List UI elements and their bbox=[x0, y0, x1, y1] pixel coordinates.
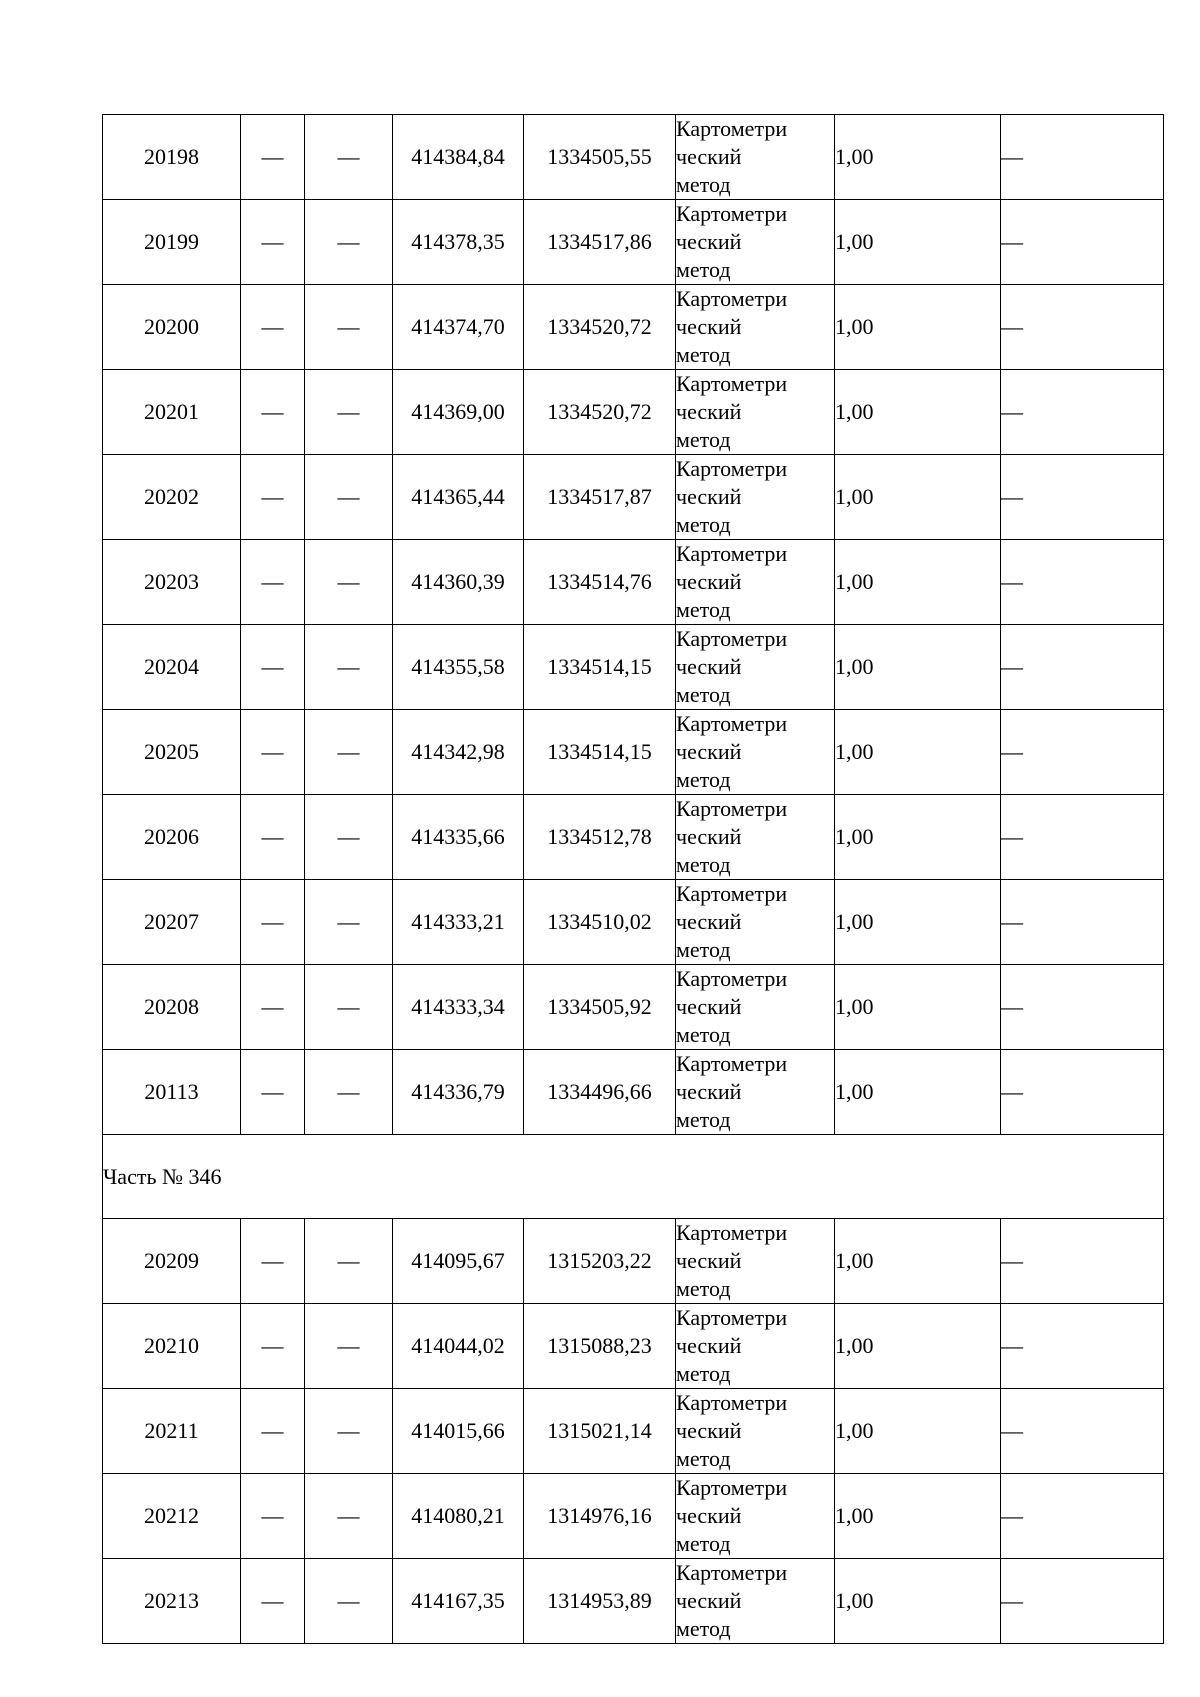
table-row bbox=[103, 1474, 1164, 1559]
point-number-cell: 20200 bbox=[103, 285, 241, 370]
method-line: ческий bbox=[676, 1588, 742, 1613]
dash-cell: — bbox=[305, 285, 393, 370]
dash-cell: — bbox=[305, 1219, 393, 1304]
dash-cell: — bbox=[241, 1559, 305, 1644]
method-line: метод bbox=[676, 1361, 731, 1386]
method-line: метод bbox=[676, 1107, 731, 1132]
accuracy-cell: 1,00 bbox=[835, 795, 1001, 880]
y-coordinate-cell: 1334510,02 bbox=[524, 880, 676, 965]
dash-cell: — bbox=[1001, 710, 1164, 795]
point-number-cell: 20207 bbox=[103, 880, 241, 965]
dash-cell: — bbox=[241, 1474, 305, 1559]
y-coordinate-cell: 1315088,23 bbox=[524, 1304, 676, 1389]
method-line: метод bbox=[676, 1446, 731, 1471]
method-line: Картометри bbox=[676, 286, 788, 311]
y-coordinate-cell: 1315203,22 bbox=[524, 1219, 676, 1304]
dash-cell: — bbox=[1001, 1304, 1164, 1389]
x-coordinate-cell: 414378,35 bbox=[393, 200, 524, 285]
y-coordinate-cell: 1314953,89 bbox=[524, 1559, 676, 1644]
table-row bbox=[103, 880, 1164, 965]
method-cell bbox=[676, 965, 835, 1050]
accuracy-cell: 1,00 bbox=[835, 625, 1001, 710]
y-coordinate-cell: 1334517,87 bbox=[524, 455, 676, 540]
dash-cell: — bbox=[1001, 795, 1164, 880]
dash-cell: — bbox=[241, 1219, 305, 1304]
method-line: Картометри bbox=[676, 1390, 788, 1415]
dash-cell: — bbox=[241, 710, 305, 795]
accuracy-cell: 1,00 bbox=[835, 370, 1001, 455]
method-cell bbox=[676, 200, 835, 285]
point-number-cell: 20208 bbox=[103, 965, 241, 1050]
method-line: Картометри bbox=[676, 1560, 788, 1585]
dash-cell: — bbox=[305, 1304, 393, 1389]
method-line: ческий bbox=[676, 229, 742, 254]
accuracy-cell: 1,00 bbox=[835, 880, 1001, 965]
y-coordinate-cell: 1334496,66 bbox=[524, 1050, 676, 1135]
method-line: метод bbox=[676, 1276, 731, 1301]
dash-cell: — bbox=[1001, 370, 1164, 455]
table-row bbox=[103, 965, 1164, 1050]
dash-cell: — bbox=[241, 1304, 305, 1389]
part-header-row bbox=[103, 1135, 1164, 1219]
x-coordinate-cell: 414333,34 bbox=[393, 965, 524, 1050]
table-row bbox=[103, 285, 1164, 370]
method-line: метод bbox=[676, 512, 731, 537]
method-line: метод bbox=[676, 937, 731, 962]
dash-cell: — bbox=[305, 540, 393, 625]
method-line: Картометри bbox=[676, 711, 788, 736]
point-number-cell: 20213 bbox=[103, 1559, 241, 1644]
dash-cell: — bbox=[241, 625, 305, 710]
point-number-cell: 20209 bbox=[103, 1219, 241, 1304]
method-line: метод bbox=[676, 682, 731, 707]
method-line: метод bbox=[676, 342, 731, 367]
method-line: ческий bbox=[676, 1248, 742, 1273]
x-coordinate-cell: 414080,21 bbox=[393, 1474, 524, 1559]
point-number-cell: 20212 bbox=[103, 1474, 241, 1559]
dash-cell: — bbox=[305, 710, 393, 795]
method-line: ческий bbox=[676, 314, 742, 339]
dash-cell: — bbox=[241, 455, 305, 540]
accuracy-cell: 1,00 bbox=[835, 1050, 1001, 1135]
dash-cell: — bbox=[241, 540, 305, 625]
accuracy-cell: 1,00 bbox=[835, 1304, 1001, 1389]
point-number-cell: 20198 bbox=[103, 115, 241, 200]
dash-cell: — bbox=[1001, 1559, 1164, 1644]
accuracy-cell: 1,00 bbox=[835, 115, 1001, 200]
method-line: ческий bbox=[676, 994, 742, 1019]
method-line: ческий bbox=[676, 739, 742, 764]
coordinates-table bbox=[102, 114, 1164, 1644]
method-cell bbox=[676, 1050, 835, 1135]
method-cell bbox=[676, 1559, 835, 1644]
dash-cell: — bbox=[241, 200, 305, 285]
dash-cell: — bbox=[241, 880, 305, 965]
method-cell bbox=[676, 285, 835, 370]
dash-cell: — bbox=[305, 880, 393, 965]
table-row bbox=[103, 200, 1164, 285]
method-cell bbox=[676, 455, 835, 540]
point-number-cell: 20211 bbox=[103, 1389, 241, 1474]
x-coordinate-cell: 414015,66 bbox=[393, 1389, 524, 1474]
method-line: ческий bbox=[676, 1503, 742, 1528]
method-line: метод bbox=[676, 172, 731, 197]
accuracy-cell: 1,00 bbox=[835, 965, 1001, 1050]
method-cell bbox=[676, 625, 835, 710]
table-row bbox=[103, 710, 1164, 795]
point-number-cell: 20210 bbox=[103, 1304, 241, 1389]
x-coordinate-cell: 414384,84 bbox=[393, 115, 524, 200]
table-row bbox=[103, 540, 1164, 625]
table-row bbox=[103, 1219, 1164, 1304]
dash-cell: — bbox=[305, 795, 393, 880]
dash-cell: — bbox=[1001, 285, 1164, 370]
y-coordinate-cell: 1334514,15 bbox=[524, 710, 676, 795]
x-coordinate-cell: 414369,00 bbox=[393, 370, 524, 455]
x-coordinate-cell: 414044,02 bbox=[393, 1304, 524, 1389]
point-number-cell: 20204 bbox=[103, 625, 241, 710]
method-line: метод bbox=[676, 1022, 731, 1047]
method-line: метод bbox=[676, 1531, 731, 1556]
point-number-cell: 20113 bbox=[103, 1050, 241, 1135]
method-line: ческий bbox=[676, 824, 742, 849]
y-coordinate-cell: 1314976,16 bbox=[524, 1474, 676, 1559]
dash-cell: — bbox=[241, 115, 305, 200]
method-line: метод bbox=[676, 597, 731, 622]
dash-cell: — bbox=[241, 1050, 305, 1135]
x-coordinate-cell: 414335,66 bbox=[393, 795, 524, 880]
y-coordinate-cell: 1334514,15 bbox=[524, 625, 676, 710]
x-coordinate-cell: 414365,44 bbox=[393, 455, 524, 540]
y-coordinate-cell: 1334512,78 bbox=[524, 795, 676, 880]
table-row bbox=[103, 455, 1164, 540]
method-cell bbox=[676, 1219, 835, 1304]
method-line: ческий bbox=[676, 1333, 742, 1358]
dash-cell: — bbox=[305, 115, 393, 200]
method-line: ческий bbox=[676, 144, 742, 169]
accuracy-cell: 1,00 bbox=[835, 1219, 1001, 1304]
method-cell bbox=[676, 1389, 835, 1474]
y-coordinate-cell: 1315021,14 bbox=[524, 1389, 676, 1474]
method-cell bbox=[676, 795, 835, 880]
accuracy-cell: 1,00 bbox=[835, 285, 1001, 370]
method-line: ческий bbox=[676, 569, 742, 594]
dash-cell: — bbox=[241, 795, 305, 880]
table-row bbox=[103, 1050, 1164, 1135]
y-coordinate-cell: 1334505,92 bbox=[524, 965, 676, 1050]
accuracy-cell: 1,00 bbox=[835, 710, 1001, 795]
method-line: Картометри bbox=[676, 371, 788, 396]
method-line: Картометри bbox=[676, 1305, 788, 1330]
x-coordinate-cell: 414336,79 bbox=[393, 1050, 524, 1135]
table-row bbox=[103, 115, 1164, 200]
method-cell bbox=[676, 370, 835, 455]
x-coordinate-cell: 414374,70 bbox=[393, 285, 524, 370]
dash-cell: — bbox=[1001, 540, 1164, 625]
method-line: метод bbox=[676, 1616, 731, 1641]
dash-cell: — bbox=[1001, 1219, 1164, 1304]
method-line: ческий bbox=[676, 909, 742, 934]
method-line: Картометри bbox=[676, 626, 788, 651]
dash-cell: — bbox=[1001, 1389, 1164, 1474]
method-line: Картометри bbox=[676, 1475, 788, 1500]
dash-cell: — bbox=[1001, 1050, 1164, 1135]
table-row bbox=[103, 1304, 1164, 1389]
table-row bbox=[103, 795, 1164, 880]
method-cell bbox=[676, 540, 835, 625]
table-row bbox=[103, 1389, 1164, 1474]
method-line: Картометри bbox=[676, 1220, 788, 1245]
method-line: Картометри bbox=[676, 541, 788, 566]
table-body bbox=[103, 115, 1164, 1644]
x-coordinate-cell: 414355,58 bbox=[393, 625, 524, 710]
part-label: Часть № 346 bbox=[103, 1135, 1164, 1219]
dash-cell: — bbox=[241, 965, 305, 1050]
point-number-cell: 20199 bbox=[103, 200, 241, 285]
table-row bbox=[103, 370, 1164, 455]
dash-cell: — bbox=[305, 1559, 393, 1644]
dash-cell: — bbox=[1001, 625, 1164, 710]
y-coordinate-cell: 1334505,55 bbox=[524, 115, 676, 200]
dash-cell: — bbox=[305, 370, 393, 455]
point-number-cell: 20203 bbox=[103, 540, 241, 625]
x-coordinate-cell: 414095,67 bbox=[393, 1219, 524, 1304]
y-coordinate-cell: 1334520,72 bbox=[524, 370, 676, 455]
y-coordinate-cell: 1334520,72 bbox=[524, 285, 676, 370]
accuracy-cell: 1,00 bbox=[835, 1559, 1001, 1644]
accuracy-cell: 1,00 bbox=[835, 455, 1001, 540]
dash-cell: — bbox=[305, 455, 393, 540]
method-cell bbox=[676, 880, 835, 965]
dash-cell: — bbox=[305, 1474, 393, 1559]
dash-cell: — bbox=[241, 370, 305, 455]
method-line: Картометри bbox=[676, 966, 788, 991]
point-number-cell: 20205 bbox=[103, 710, 241, 795]
dash-cell: — bbox=[305, 625, 393, 710]
method-line: метод bbox=[676, 427, 731, 452]
point-number-cell: 20206 bbox=[103, 795, 241, 880]
method-line: Картометри bbox=[676, 881, 788, 906]
dash-cell: — bbox=[1001, 455, 1164, 540]
method-line: ческий bbox=[676, 484, 742, 509]
dash-cell: — bbox=[1001, 1474, 1164, 1559]
method-line: метод bbox=[676, 767, 731, 792]
method-line: Картометри bbox=[676, 456, 788, 481]
method-line: ческий bbox=[676, 654, 742, 679]
table-row bbox=[103, 1559, 1164, 1644]
dash-cell: — bbox=[305, 1389, 393, 1474]
accuracy-cell: 1,00 bbox=[835, 1474, 1001, 1559]
dash-cell: — bbox=[305, 200, 393, 285]
method-line: метод bbox=[676, 852, 731, 877]
dash-cell: — bbox=[241, 1389, 305, 1474]
dash-cell: — bbox=[241, 285, 305, 370]
x-coordinate-cell: 414333,21 bbox=[393, 880, 524, 965]
method-line: Картометри bbox=[676, 116, 788, 141]
method-line: метод bbox=[676, 257, 731, 282]
method-line: Картометри bbox=[676, 796, 788, 821]
method-line: Картометри bbox=[676, 1051, 788, 1076]
method-line: ческий bbox=[676, 1418, 742, 1443]
x-coordinate-cell: 414167,35 bbox=[393, 1559, 524, 1644]
method-cell bbox=[676, 1474, 835, 1559]
dash-cell: — bbox=[1001, 200, 1164, 285]
x-coordinate-cell: 414360,39 bbox=[393, 540, 524, 625]
dash-cell: — bbox=[1001, 880, 1164, 965]
method-line: ческий bbox=[676, 399, 742, 424]
method-cell bbox=[676, 710, 835, 795]
dash-cell: — bbox=[305, 1050, 393, 1135]
method-line: ческий bbox=[676, 1079, 742, 1104]
dash-cell: — bbox=[1001, 965, 1164, 1050]
y-coordinate-cell: 1334514,76 bbox=[524, 540, 676, 625]
method-cell bbox=[676, 1304, 835, 1389]
accuracy-cell: 1,00 bbox=[835, 1389, 1001, 1474]
y-coordinate-cell: 1334517,86 bbox=[524, 200, 676, 285]
dash-cell: — bbox=[1001, 115, 1164, 200]
method-cell bbox=[676, 115, 835, 200]
table-row bbox=[103, 625, 1164, 710]
method-line: Картометри bbox=[676, 201, 788, 226]
point-number-cell: 20201 bbox=[103, 370, 241, 455]
accuracy-cell: 1,00 bbox=[835, 540, 1001, 625]
accuracy-cell: 1,00 bbox=[835, 200, 1001, 285]
x-coordinate-cell: 414342,98 bbox=[393, 710, 524, 795]
point-number-cell: 20202 bbox=[103, 455, 241, 540]
dash-cell: — bbox=[305, 965, 393, 1050]
